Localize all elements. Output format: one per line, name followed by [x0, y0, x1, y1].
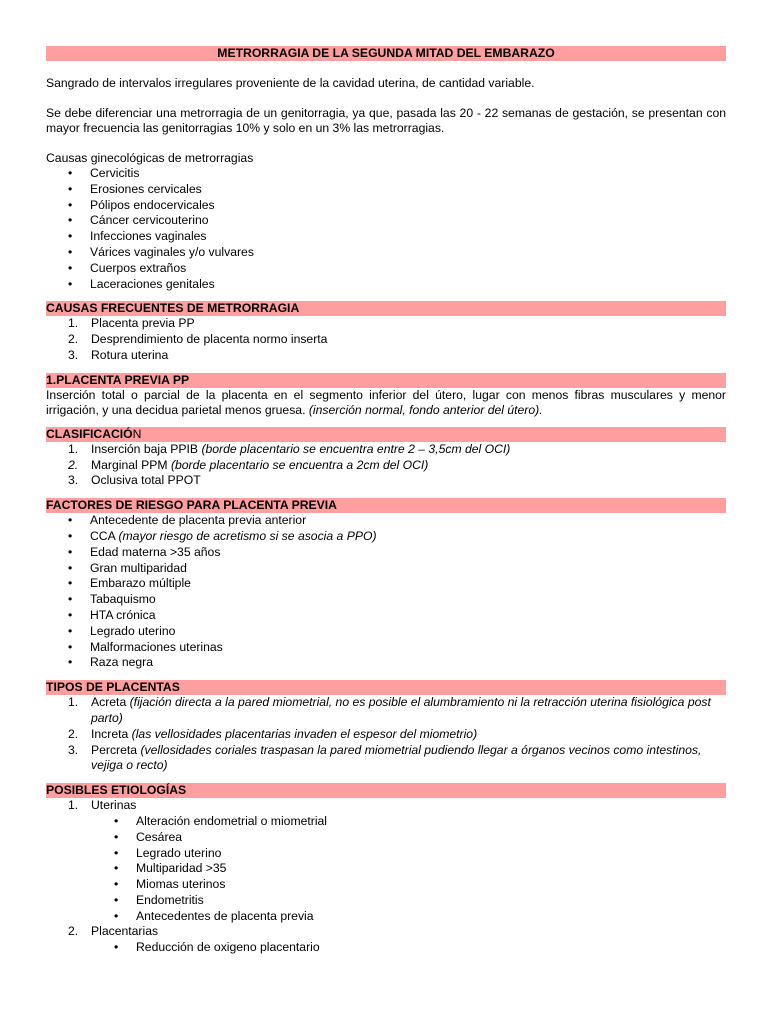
- document-page: [46, 46, 726, 956]
- section-heading-etiologias: POSIBLES ETIOLOGÍAS: [46, 783, 726, 798]
- list-item: • Cuerpos extraños: [46, 261, 726, 277]
- list-item: • Miomas uterinos: [46, 877, 726, 893]
- list-item: • Antecedente de placenta previa anterior: [46, 513, 726, 529]
- list-item: 2. Increta (las vellosidades placentarias invaden el espesor del miometrio): [68, 726, 478, 741]
- list-item: 2. Desprendimiento de placenta normo inserta: [68, 332, 328, 347]
- frequent-causes-list: [46, 316, 726, 363]
- list-item: 3. Rotura uterina: [68, 347, 169, 362]
- list-item: 1. Acreta (fijación directa a la pared miometrial, no es posible el alumbramiento ni la retracción uterina fisiológica post parto): [68, 695, 711, 725]
- section-heading-factores-riesgo: FACTORES DE RIESGO PARA PLACENTA PREVIA: [46, 498, 726, 513]
- list-item: • Edad materna >35 años: [46, 545, 726, 561]
- list-item: • Raza negra: [46, 655, 726, 671]
- uterine-etiologies-list: [46, 814, 726, 925]
- placenta-previa-definition: Inserción total o parcial de la placenta en el segmento inferior del útero, lugar con menos fibras musculares y menor irrigación, y una decidua parietal menos gruesa. (inserción normal, fondo anterior del útero).: [46, 387, 726, 417]
- list-item: • Tabaquismo: [46, 592, 726, 608]
- list-item: 1. Placenta previa PP: [68, 316, 195, 331]
- list-item: • Várices vaginales y/o vulvares: [46, 245, 726, 261]
- section-heading-clasificacion: CLASIFICACIÓN: [46, 427, 726, 442]
- list-item: 1. Uterinas: [68, 798, 137, 813]
- placental-etiologies-list: [46, 940, 726, 956]
- document-title: METRORRAGIA DE LA SEGUNDA MITAD DEL EMBARAZO: [46, 46, 726, 61]
- list-item: • Reducción de oxigeno placentario: [46, 940, 726, 956]
- list-item: • Antecedentes de placenta previa: [46, 909, 726, 925]
- etiologies-list-continued: [46, 924, 726, 940]
- list-item: • Erosiones cervicales: [46, 182, 726, 198]
- list-item: 2. Placentarias: [68, 924, 159, 939]
- list-item: • Laceraciones genitales: [46, 277, 726, 293]
- list-item: • Malformaciones uterinas: [46, 640, 726, 656]
- list-item: • CCA (mayor riesgo de acretismo si se asocia a PPO): [46, 529, 726, 545]
- list-item: 2. Marginal PPM (borde placentario se encuentra a 2cm del OCI): [68, 457, 429, 472]
- gyn-causes-list: [46, 166, 726, 292]
- differentiation-paragraph: Se debe diferenciar una metrorragia de un genitorragia, ya que, pasada las 20 - 22 semanas de gestación, se presentan con mayor frecuencia las genitorragias 10% y solo en un 3% las metrorragias.: [46, 106, 726, 135]
- list-item: • Embarazo múltiple: [46, 576, 726, 592]
- etiologies-list: [46, 798, 726, 814]
- list-item: • Cáncer cervicouterino: [46, 213, 726, 229]
- list-item: • Multiparidad >35: [46, 861, 726, 877]
- list-item: • Legrado uterino: [46, 624, 726, 640]
- list-item: • Pólipos endocervicales: [46, 198, 726, 214]
- list-item: • Cesárea: [46, 830, 726, 846]
- list-item: • Gran multiparidad: [46, 561, 726, 577]
- list-item: 3. Percreta (vellosidades coriales traspasan la pared miometrial pudiendo llegar a órganos vecinos como intestinos, vejiga o recto): [68, 742, 702, 773]
- gyn-causes-heading: Causas ginecológicas de metrorragias: [46, 151, 254, 165]
- list-item: • Infecciones vaginales: [46, 229, 726, 245]
- list-item: 3. Oclusiva total PPOT: [68, 473, 201, 488]
- risk-factors-list: [46, 513, 726, 671]
- list-item: • Alteración endometrial o miometrial: [46, 814, 726, 830]
- list-item: • Endometritis: [46, 893, 726, 909]
- section-heading-placenta-previa: 1.PLACENTA PREVIA PP: [46, 373, 726, 388]
- list-item: • HTA crónica: [46, 608, 726, 624]
- placenta-types-list: [46, 695, 726, 774]
- classification-list: [46, 442, 726, 489]
- list-item: 1. Inserción baja PPIB (borde placentario se encuentra entre 2 – 3,5cm del OCI): [68, 441, 511, 456]
- list-item: • Cervicitis: [46, 166, 726, 182]
- definition-paragraph: Sangrado de intervalos irregulares proveniente de la cavidad uterina, de cantidad variable.: [46, 76, 535, 90]
- section-heading-causas-frecuentes: CAUSAS FRECUENTES DE METRORRAGIA: [46, 301, 726, 316]
- section-heading-tipos-placentas: TIPOS DE PLACENTAS: [46, 680, 726, 695]
- list-item: • Legrado uterino: [46, 846, 726, 862]
